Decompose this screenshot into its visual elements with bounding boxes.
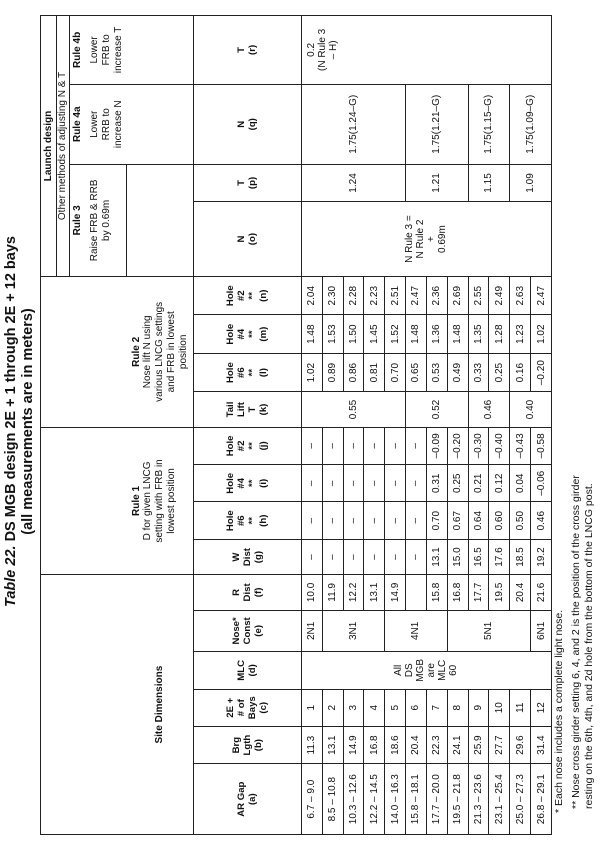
cell-rule3-n: N Rule 3 = N Rule 2 + 0.69m [301, 202, 551, 277]
cell-w-dist: – [385, 539, 406, 574]
cell-rule1-hole4: 0.25 [447, 465, 468, 502]
rule2-header [127, 276, 193, 427]
cell-rule1-hole6: 0.64 [468, 502, 489, 539]
cell-rule1-hole6: – [343, 502, 364, 539]
cell-rule1-hole2: –0.40 [489, 427, 510, 464]
cell-rule1-hole2: –0.43 [510, 427, 531, 464]
table-number: Table 22. [3, 545, 19, 607]
cell-rule2-hole2: 2.55 [468, 276, 489, 314]
rule4b-header: Rule 4b [70, 16, 86, 85]
cell-rule1-hole2: – [385, 427, 406, 464]
cell-ar-gap: 26.8 – 29.1 [531, 764, 552, 835]
data-table [40, 15, 552, 835]
cell-rule1-hole2: –0.09 [426, 427, 447, 464]
cell-rule2-hole2: 2.04 [301, 276, 322, 314]
cell-ar-gap: 25.0 – 27.3 [510, 764, 531, 835]
cell-rule1-hole4: –0.06 [531, 465, 552, 502]
cell-rule2-hole6: 0.53 [426, 353, 447, 391]
cell-brg-lgth: 14.9 [343, 726, 364, 763]
cell-rule2-hole4: 1.50 [343, 315, 364, 353]
cell-rule2-hole6: 0.70 [385, 353, 406, 391]
cell-ar-gap: 23.1 – 25.4 [489, 764, 510, 835]
site-dimensions-header-top [41, 575, 127, 835]
cell-rule1-hole4: – [301, 465, 322, 502]
cell-r-dist: 15.8 [426, 575, 447, 610]
cell-ar-gap: 6.7 – 9.0 [301, 764, 322, 835]
other-methods-header: Other methods of adjusting N & T [56, 16, 70, 277]
cell-rule2-hole4: 1.53 [322, 315, 343, 353]
rule4b-description: Lower FRB to increase T [85, 16, 193, 85]
cell-w-dist: 18.5 [510, 539, 531, 574]
cell-rule2-hole6: 1.02 [301, 353, 322, 391]
col-header-brg-lgth: Brg Lgth (b) [193, 726, 301, 763]
cell-brg-lgth: 22.3 [426, 726, 447, 763]
cell-w-dist: 19.2 [531, 539, 552, 574]
cell-rule2-hole6: 0.81 [364, 353, 385, 391]
cell-rule1-hole4: – [343, 465, 364, 502]
cell-brg-lgth: 18.6 [385, 726, 406, 763]
cell-rule3-t: 1.15 [468, 164, 510, 201]
cell-brg-lgth: 16.8 [364, 726, 385, 763]
col-header-rule3-n: N (o) [193, 202, 301, 277]
col-header-rule2-hole2: Hole #2 ** (n) [193, 276, 301, 314]
footnotes [553, 23, 596, 813]
col-header-w-dist: W Dist (g) [193, 539, 301, 574]
cell-brg-lgth: 24.1 [447, 726, 468, 763]
rule3-header: Rule 3 [70, 164, 86, 276]
cell-brg-lgth: 31.4 [531, 726, 552, 763]
cell-rule1-hole4: 0.31 [426, 465, 447, 502]
rule3-description: Raise FRB & RRB by 0.69m [85, 164, 127, 276]
cell-w-dist: 16.5 [468, 539, 489, 574]
cell-num-bays: 2 [322, 689, 343, 726]
cell-ar-gap: 8.5 – 10.8 [322, 764, 343, 835]
cell-rule2-hole2: 2.28 [343, 276, 364, 314]
cell-rule4a-n: 1.75(1.15–G) [468, 84, 510, 164]
cell-nose-3n1: 3N1 [322, 610, 384, 652]
col-header-mlc: MLC (d) [193, 652, 301, 689]
cell-nose-2n1: 2N1 [301, 610, 322, 652]
cell-brg-lgth: 25.9 [468, 726, 489, 763]
cell-rule1-hole6: 0.46 [531, 502, 552, 539]
cell-rule2-hole2: 2.36 [426, 276, 447, 314]
cell-rule2-hole2: 2.63 [510, 276, 531, 314]
cell-w-dist: 15.0 [447, 539, 468, 574]
cell-rule2-hole2: 2.23 [364, 276, 385, 314]
table-title [3, 0, 37, 843]
table-row [301, 16, 322, 835]
cell-w-dist: – [301, 539, 322, 574]
cell-nose-4n1: 4N1 [385, 610, 447, 652]
cell-w-dist: – [364, 539, 385, 574]
cell-rule2-hole4: 1.36 [426, 315, 447, 353]
cell-rule1-hole2: – [364, 427, 385, 464]
cell-num-bays: 1 [301, 689, 322, 726]
cell-rule2-hole6: 0.25 [489, 353, 510, 391]
cell-rule2-hole4: 1.28 [489, 315, 510, 353]
rule4a-description: Lower RRB to increase N [85, 84, 193, 164]
table-row [510, 16, 531, 835]
cell-ar-gap: 15.8 – 18.1 [406, 764, 427, 835]
cell-r-dist: 10.0 [301, 575, 322, 610]
cell-rule2-hole2: 2.51 [385, 276, 406, 314]
cell-num-bays: 10 [489, 689, 510, 726]
cell-ar-gap: 19.5 – 21.8 [447, 764, 468, 835]
cell-brg-lgth: 29.6 [510, 726, 531, 763]
cell-r-dist: 12.2 [343, 575, 364, 610]
cell-r-dist [406, 575, 427, 610]
col-header-num-bays: 2E + # of Bays (c) [193, 689, 301, 726]
cell-rule3-t: 1.24 [301, 164, 405, 201]
rule2-header-top [41, 276, 127, 427]
cell-r-dist: 14.9 [385, 575, 406, 610]
cell-w-dist: – [406, 539, 427, 574]
cell-num-bays: 11 [510, 689, 531, 726]
cell-rule1-hole4: – [385, 465, 406, 502]
cell-tail-lift: 0.55 [301, 392, 405, 427]
cell-num-bays: 8 [447, 689, 468, 726]
col-header-rule2-hole6: Hole #6 ** (l) [193, 353, 301, 391]
table-row [406, 16, 427, 835]
cell-rule1-hole6: – [301, 502, 322, 539]
table-row [468, 16, 489, 835]
cell-rule1-hole4: – [406, 465, 427, 502]
cell-rule1-hole4: 0.12 [489, 465, 510, 502]
col-header-rule1-hole2: Hole #2 ** (j) [193, 427, 301, 464]
cell-ar-gap: 14.0 – 16.3 [385, 764, 406, 835]
cell-num-bays: 7 [426, 689, 447, 726]
cell-r-dist: 21.6 [531, 575, 552, 610]
cell-r-dist: 19.5 [489, 575, 510, 610]
cell-ar-gap: 12.2 – 14.5 [364, 764, 385, 835]
cell-rule2-hole6: 0.65 [406, 353, 427, 391]
cell-rule1-hole6: 0.67 [447, 502, 468, 539]
cell-rule2-hole4: 1.48 [447, 315, 468, 353]
cell-rule1-hole2: –0.30 [468, 427, 489, 464]
cell-num-bays: 4 [364, 689, 385, 726]
cell-rule2-hole6: 0.86 [343, 353, 364, 391]
cell-rule1-hole6: – [385, 502, 406, 539]
cell-rule1-hole6: 0.50 [510, 502, 531, 539]
cell-rule4a-n: 1.75(1.21–G) [406, 84, 468, 164]
col-header-rule1-hole4: Hole #4 ** (i) [193, 465, 301, 502]
footnote-nose: * Each nose includes a complete light nose. [553, 609, 565, 813]
cell-rule2-hole4: 1.35 [468, 315, 489, 353]
launch-design-header: Launch design [41, 16, 57, 277]
cell-w-dist: – [343, 539, 364, 574]
cell-rule2-hole6: 0.89 [322, 353, 343, 391]
cell-rule1-hole4: 0.04 [510, 465, 531, 502]
cell-rule1-hole6: – [406, 502, 427, 539]
cell-rule2-hole2: 2.69 [447, 276, 468, 314]
col-header-nose-const: Nose* Const (e) [193, 610, 301, 652]
cell-rule1-hole2: – [343, 427, 364, 464]
cell-rule2-hole4: 1.45 [364, 315, 385, 353]
cell-rule1-hole6: – [322, 502, 343, 539]
cell-num-bays: 9 [468, 689, 489, 726]
cell-num-bays: 5 [385, 689, 406, 726]
cell-w-dist: 13.1 [426, 539, 447, 574]
cell-rule4a-n: 1.75(1.09–G) [510, 84, 552, 164]
rule3-description-continued [127, 164, 193, 276]
cell-rule4b-t: 0.2 (N Rule 3 – H) [301, 16, 551, 85]
cell-r-dist: 20.4 [510, 575, 531, 610]
rule2-title: Rule 2 [130, 336, 142, 367]
cell-num-bays: 6 [406, 689, 427, 726]
cell-num-bays: 3 [343, 689, 364, 726]
col-header-rule4a-n: N (q) [193, 84, 301, 164]
cell-rule1-hole2: – [301, 427, 322, 464]
cell-rule1-hole2: – [322, 427, 343, 464]
cell-ar-gap: 21.3 – 23.6 [468, 764, 489, 835]
cell-w-dist: – [322, 539, 343, 574]
col-header-r-dist: R Dist (f) [193, 575, 301, 610]
cell-rule1-hole6: – [364, 502, 385, 539]
col-header-ar-gap: AR Gap (a) [193, 764, 301, 835]
cell-rule1-hole6: 0.60 [489, 502, 510, 539]
table-main-title: DS MGB design 2E + 1 through 2E + 12 bays [3, 236, 19, 542]
cell-rule2-hole6: –0.20 [531, 353, 552, 391]
cell-rule2-hole4: 1.48 [301, 315, 322, 353]
rule2-description: Nose lift N using various LNCG settings and FRB in lowest position [141, 301, 189, 402]
cell-rule2-hole6: 0.16 [510, 353, 531, 391]
cell-rule2-hole4: 1.02 [531, 315, 552, 353]
cell-ar-gap: 10.3 – 12.6 [343, 764, 364, 835]
rule1-title: Rule 1 [130, 485, 142, 516]
cell-rule2-hole6: 0.49 [447, 353, 468, 391]
cell-ar-gap: 17.7 – 20.0 [426, 764, 447, 835]
rule1-description: D for given LNCG setting with FRB in lowest position [141, 459, 177, 543]
cell-tail-lift: 0.46 [468, 392, 510, 427]
cell-rule1-hole2: –0.20 [447, 427, 468, 464]
cell-rule3-t: 1.21 [406, 164, 468, 201]
cell-rule3-t: 1.09 [510, 164, 552, 201]
cell-w-dist: 17.6 [489, 539, 510, 574]
footnote-cross-girder: ** Nose cross girder setting 6, 4, and 2 is the position of the cross girder resting on the 6th, 4th, and 2d hole from the bottom of the LNCG post. [570, 475, 595, 809]
col-header-rule1-hole6: Hole #6 ** (h) [193, 502, 301, 539]
cell-brg-lgth: 11.3 [301, 726, 322, 763]
cell-rule2-hole2: 2.47 [406, 276, 427, 314]
cell-mlc-all: All DS MGB are MLC 60 [301, 652, 551, 689]
cell-nose-6n1: 6N1 [531, 610, 552, 652]
col-header-rule3-t: T (p) [193, 164, 301, 201]
cell-rule2-hole4: 1.23 [510, 315, 531, 353]
cell-rule1-hole2: –0.58 [531, 427, 552, 464]
cell-rule2-hole2: 2.47 [531, 276, 552, 314]
cell-r-dist: 13.1 [364, 575, 385, 610]
cell-tail-lift: 0.40 [510, 392, 552, 427]
rule1-header [127, 427, 193, 575]
cell-tail-lift: 0.52 [406, 392, 468, 427]
cell-rule2-hole4: 1.52 [385, 315, 406, 353]
cell-rule1-hole4: – [322, 465, 343, 502]
cell-rule1-hole4: – [364, 465, 385, 502]
rule1-header-top [41, 427, 127, 575]
table-subtitle: (all measurements are in meters) [20, 308, 36, 535]
cell-rule1-hole4: 0.21 [468, 465, 489, 502]
cell-rule2-hole2: 2.30 [322, 276, 343, 314]
cell-nose-5n1: 5N1 [447, 610, 530, 652]
cell-brg-lgth: 27.7 [489, 726, 510, 763]
cell-num-bays: 12 [531, 689, 552, 726]
col-header-tail-lift: Tail Lift T (k) [193, 392, 301, 427]
cell-r-dist: 11.9 [322, 575, 343, 610]
cell-rule2-hole4: 1.48 [406, 315, 427, 353]
col-header-rule4b-t: T (r) [193, 16, 301, 85]
cell-rule2-hole2: 2.49 [489, 276, 510, 314]
rule4a-header: Rule 4a [70, 84, 86, 164]
site-dimensions-header: Site Dimensions [127, 575, 193, 835]
cell-r-dist: 16.8 [447, 575, 468, 610]
cell-rule2-hole6: 0.33 [468, 353, 489, 391]
cell-r-dist: 17.7 [468, 575, 489, 610]
cell-brg-lgth: 13.1 [322, 726, 343, 763]
cell-brg-lgth: 20.4 [406, 726, 427, 763]
cell-rule4a-n: 1.75(1.24–G) [301, 84, 405, 164]
col-header-rule2-hole4: Hole #4 ** (m) [193, 315, 301, 353]
cell-rule1-hole6: 0.70 [426, 502, 447, 539]
cell-rule1-hole2: – [406, 427, 427, 464]
